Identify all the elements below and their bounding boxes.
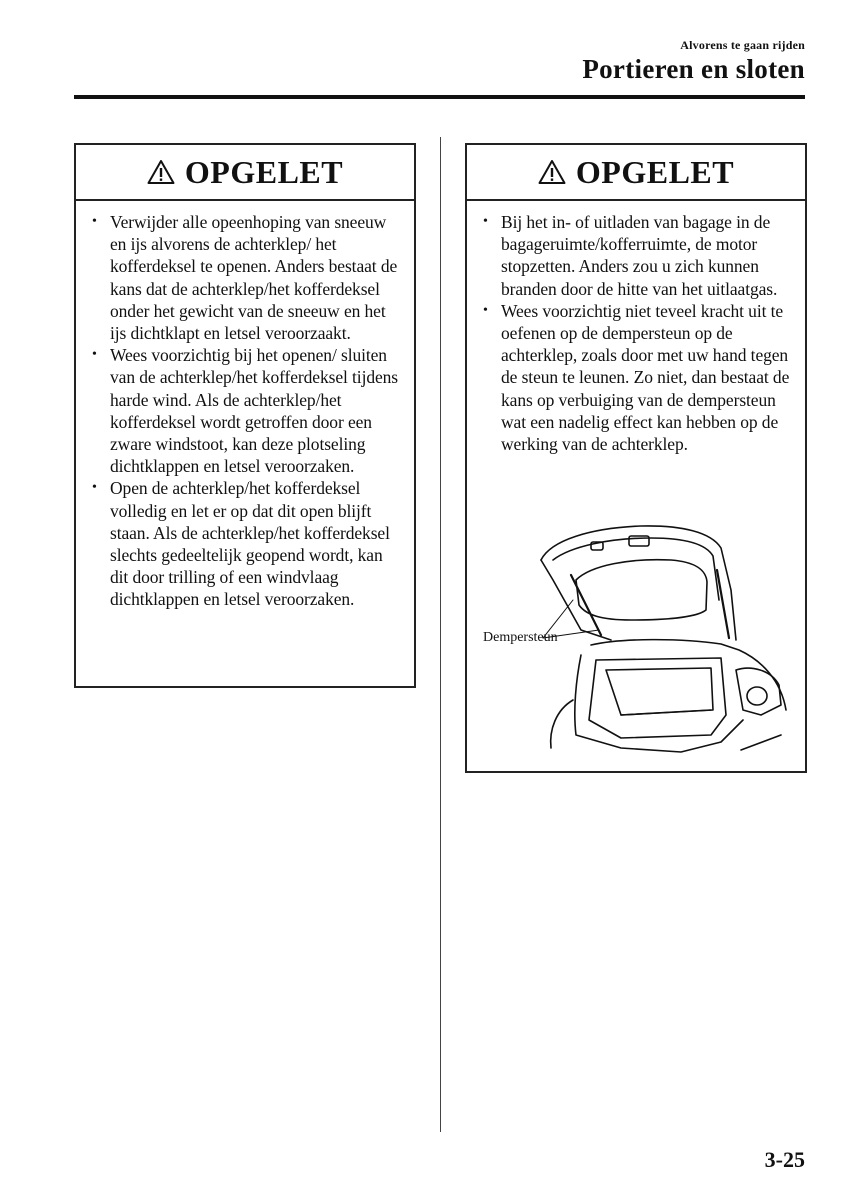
list-item — [90, 477, 404, 610]
list-item-text: Wees voorzichtig bij het openen/ sluiten van de achterklep/het kofferdeksel tijdens harde wind. Als de achterklep/het kofferdeksel wordt getroffen door een zware windstoot, kan deze plotseling dichtklappen en letsel veroorzaken. — [110, 345, 399, 477]
bullet-icon: • — [92, 480, 97, 496]
caution-list — [467, 201, 805, 455]
figure-label: Dempersteun — [483, 630, 558, 645]
page-number: 3-25 — [764, 1147, 805, 1172]
caution-list — [76, 201, 414, 611]
header-rule — [74, 95, 805, 99]
caution-header — [76, 145, 414, 201]
list-item-text: Open de achterklep/het kofferdeksel volledig en let er op dat dit open blijft staan. Als de achterklep/het kofferdeksel slechts gedeeltelijk geopend wordt, kan dit door trilling of een windvlaag dichtklappen en letsel veroorzaken. — [110, 478, 390, 610]
bullet-icon: • — [92, 214, 97, 229]
warning-triangle-icon — [147, 159, 175, 185]
caution-header — [467, 145, 805, 201]
caution-box-left — [74, 143, 416, 688]
list-item — [90, 344, 404, 477]
list-item — [90, 211, 404, 344]
list-item-text: Bij het in- of uitladen van bagage in de bagageruimte/kofferruimte, de motor stopzetten. Anders zou u zich kunnen branden door de hitte van het uitlaatgas. — [501, 212, 778, 299]
section-title: Alvorens te gaan rijden — [680, 38, 805, 52]
tailgate-illustration — [481, 520, 793, 755]
caution-title: OPGELET — [575, 153, 735, 190]
list-item-text: Wees voorzichtig niet teveel kracht uit te oefenen op de dempersteun op de achterklep, zoals door met uw hand tegen de steun te leunen. Zo niet, dan bestaat de kans op verbuiging van de dempersteun wat een nadelig effect kan hebben op de werking van de achterklep. — [501, 300, 790, 455]
bullet-icon: • — [483, 302, 488, 318]
bullet-icon: • — [92, 347, 97, 363]
column-divider — [440, 137, 441, 1132]
caution-box-right — [465, 143, 807, 773]
list-item — [481, 300, 795, 455]
bullet-icon: • — [483, 214, 488, 229]
warning-triangle-icon — [538, 159, 566, 185]
list-item — [481, 211, 795, 300]
page-title: Portieren en sloten — [582, 54, 805, 84]
caution-title: OPGELET — [184, 153, 344, 190]
list-item-text: Verwijder alle opeenhoping van sneeuw en ijs alvorens de achterklep/ het kofferdeksel te openen. Anders bestaat de kans dat de achterklep/het kofferdeksel onder het gewicht van de sneeuw en het ijs dichtklapt en letsel veroorzaakt. — [110, 212, 398, 344]
